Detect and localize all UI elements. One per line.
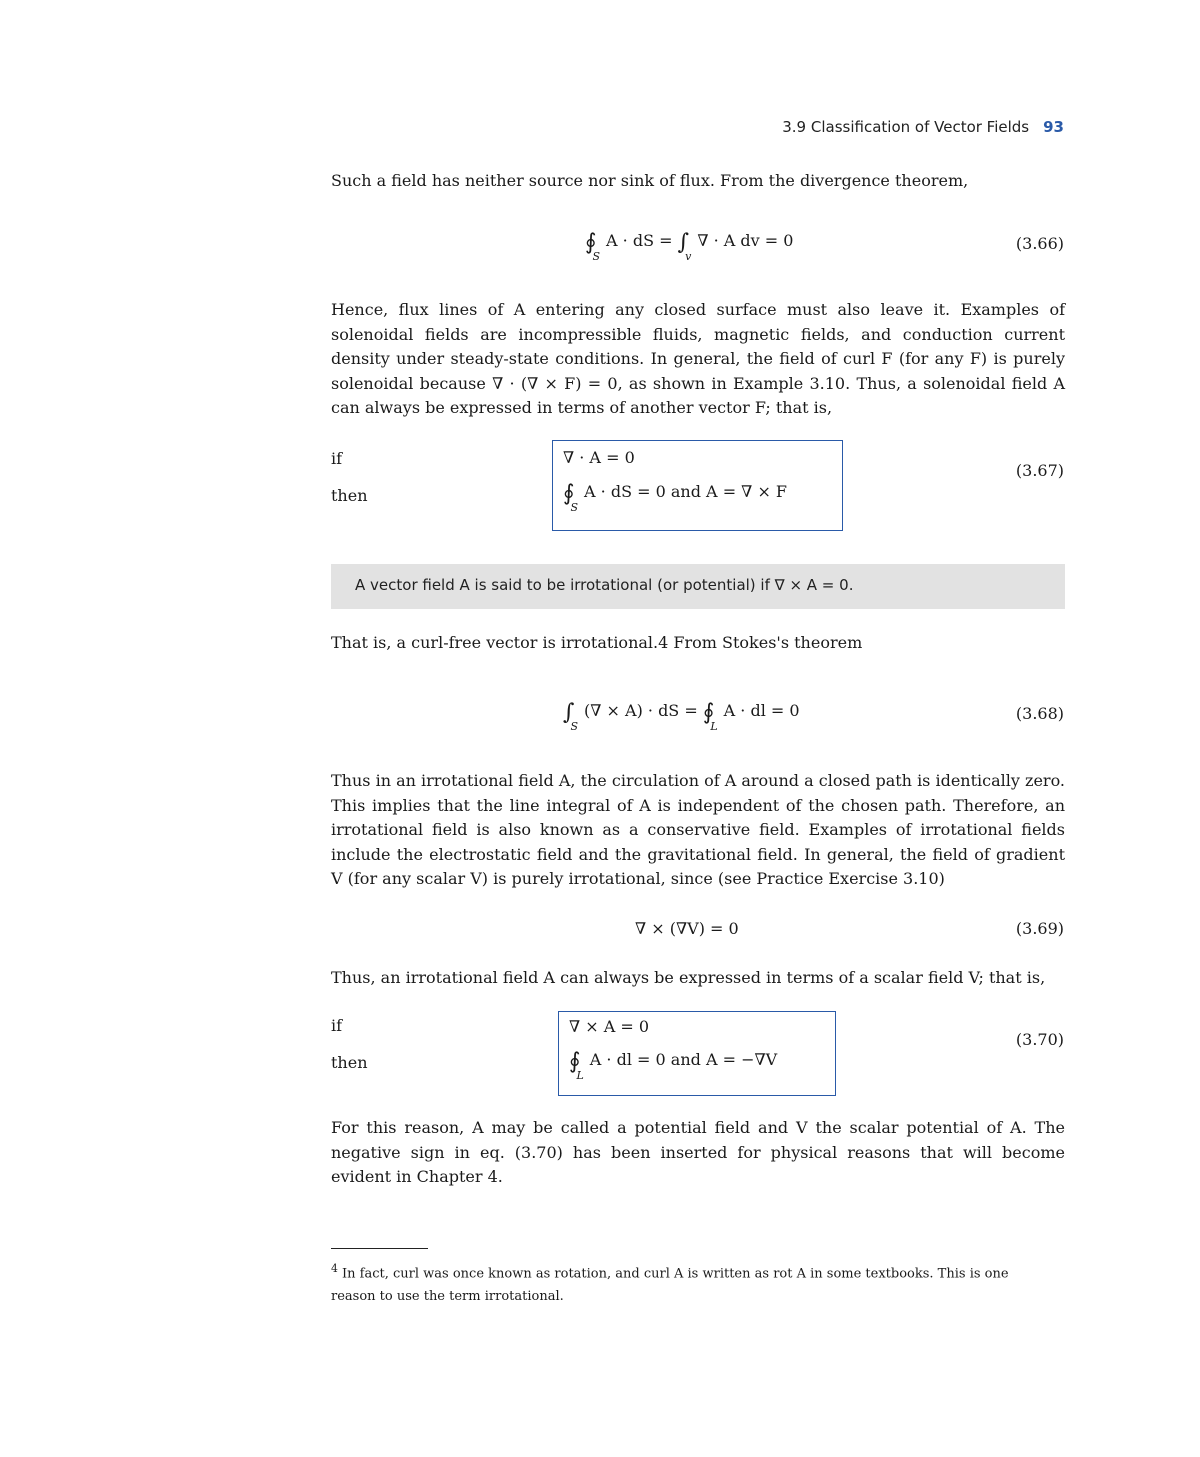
page-number: 93 <box>1043 118 1064 136</box>
equation-number: (3.68) <box>1015 704 1064 723</box>
contour-integral-symbol: ∮ <box>563 481 575 506</box>
contour-integral-symbol: ∮ <box>585 230 597 255</box>
equation-number: (3.67) <box>1015 461 1064 480</box>
paragraph-2: Hence, flux lines of A entering any closed surface must also leave it. Examples of solenoidal fields are incompressible fluids, magnetic fields, and conduction current density under steady-state conditions. In general, the field of curl F (for any F) is purely solenoidal because ∇ · (∇ × F) = 0, as shown in Example 3.10. Thus, a solenoidal field A can always be expressed in terms of another vector F; that is, <box>331 300 1065 418</box>
integral-subscript: S <box>570 501 579 514</box>
box-line-1: ∇ × A = 0 <box>569 1017 650 1036</box>
equation-number: (3.70) <box>1015 1030 1064 1049</box>
equation-number: (3.69) <box>1015 919 1064 938</box>
equation-lhs: A · dS = <box>606 231 673 250</box>
contour-integral-symbol: ∮ <box>569 1049 581 1074</box>
box-line-1: ∇ · A = 0 <box>563 448 635 467</box>
equation-rhs: A · dl = 0 <box>723 701 800 720</box>
integral-subscript: S <box>592 250 601 263</box>
equation-number: (3.66) <box>1015 234 1064 253</box>
then-label: then <box>331 486 368 505</box>
equation-3-66 <box>585 230 793 263</box>
definition-box <box>331 564 1065 609</box>
integral-symbol: ∫ <box>677 230 690 255</box>
integral-subscript: v <box>685 250 692 263</box>
equation-3-68 <box>563 700 800 733</box>
box-line-2 <box>569 1049 777 1082</box>
definition-text: A vector field A is said to be irrotational (or potential) if ∇ × A = 0. <box>355 576 854 594</box>
footnote-text: In fact, curl was once known as rotation, and curl A is written as rot A in some textbooks. This is one reason to use the term irrotational. <box>331 1266 1009 1305</box>
box-line-2-text: A · dS = 0 and A = ∇ × F <box>584 482 788 501</box>
if-label: if <box>331 1016 343 1035</box>
section-title: 3.9 Classification of Vector Fields <box>782 118 1030 136</box>
paragraph-3: That is, a curl-free vector is irrotational.4 From Stokes's theorem <box>331 633 863 652</box>
box-line-2 <box>563 481 787 514</box>
equation-rhs: ∇ · A dv = 0 <box>697 231 794 250</box>
footnote-mark: 4 <box>331 1262 338 1275</box>
equation-3-69: ∇ × (∇V) = 0 <box>635 919 739 938</box>
integral-subscript: S <box>570 720 579 733</box>
running-header <box>782 118 1064 136</box>
integral-subscript: L <box>710 720 718 733</box>
equation-lhs: (∇ × A) · dS = <box>584 701 698 720</box>
if-label: if <box>331 449 343 468</box>
surface-integral-symbol: ∫ <box>563 700 575 725</box>
then-label: then <box>331 1053 368 1072</box>
footnote <box>331 1257 1051 1308</box>
footnote-rule <box>331 1248 428 1249</box>
paragraph-6: For this reason, A may be called a potential field and V the scalar potential of A. The negative sign in eq. (3.70) has been inserted for physical reasons that will become evident in Chapter 4. <box>331 1118 1065 1187</box>
integral-subscript: L <box>576 1069 584 1082</box>
boxed-equation-3-70 <box>558 1011 836 1096</box>
paragraph-1: Such a field has neither source nor sink of flux. From the divergence theorem, <box>331 171 969 190</box>
boxed-equation-3-67 <box>552 440 843 531</box>
contour-integral-symbol: ∮ <box>702 700 715 725</box>
paragraph-4: Thus in an irrotational field A, the circulation of A around a closed path is identically zero. This implies that the line integral of A is independent of the chosen path. Therefore, an irrotational field is also known as a conservative field. Examples of irrotational fields include the electrostatic field and the gravitational field. In general, the field of gradient V (for any scalar V) is purely irrotational, since (see Practice Exercise 3.10) <box>331 771 1065 889</box>
paragraph-5: Thus, an irrotational field A can always be expressed in terms of a scalar field V; that is, <box>331 968 1046 987</box>
box-line-2-text: A · dl = 0 and A = −∇V <box>589 1050 778 1069</box>
